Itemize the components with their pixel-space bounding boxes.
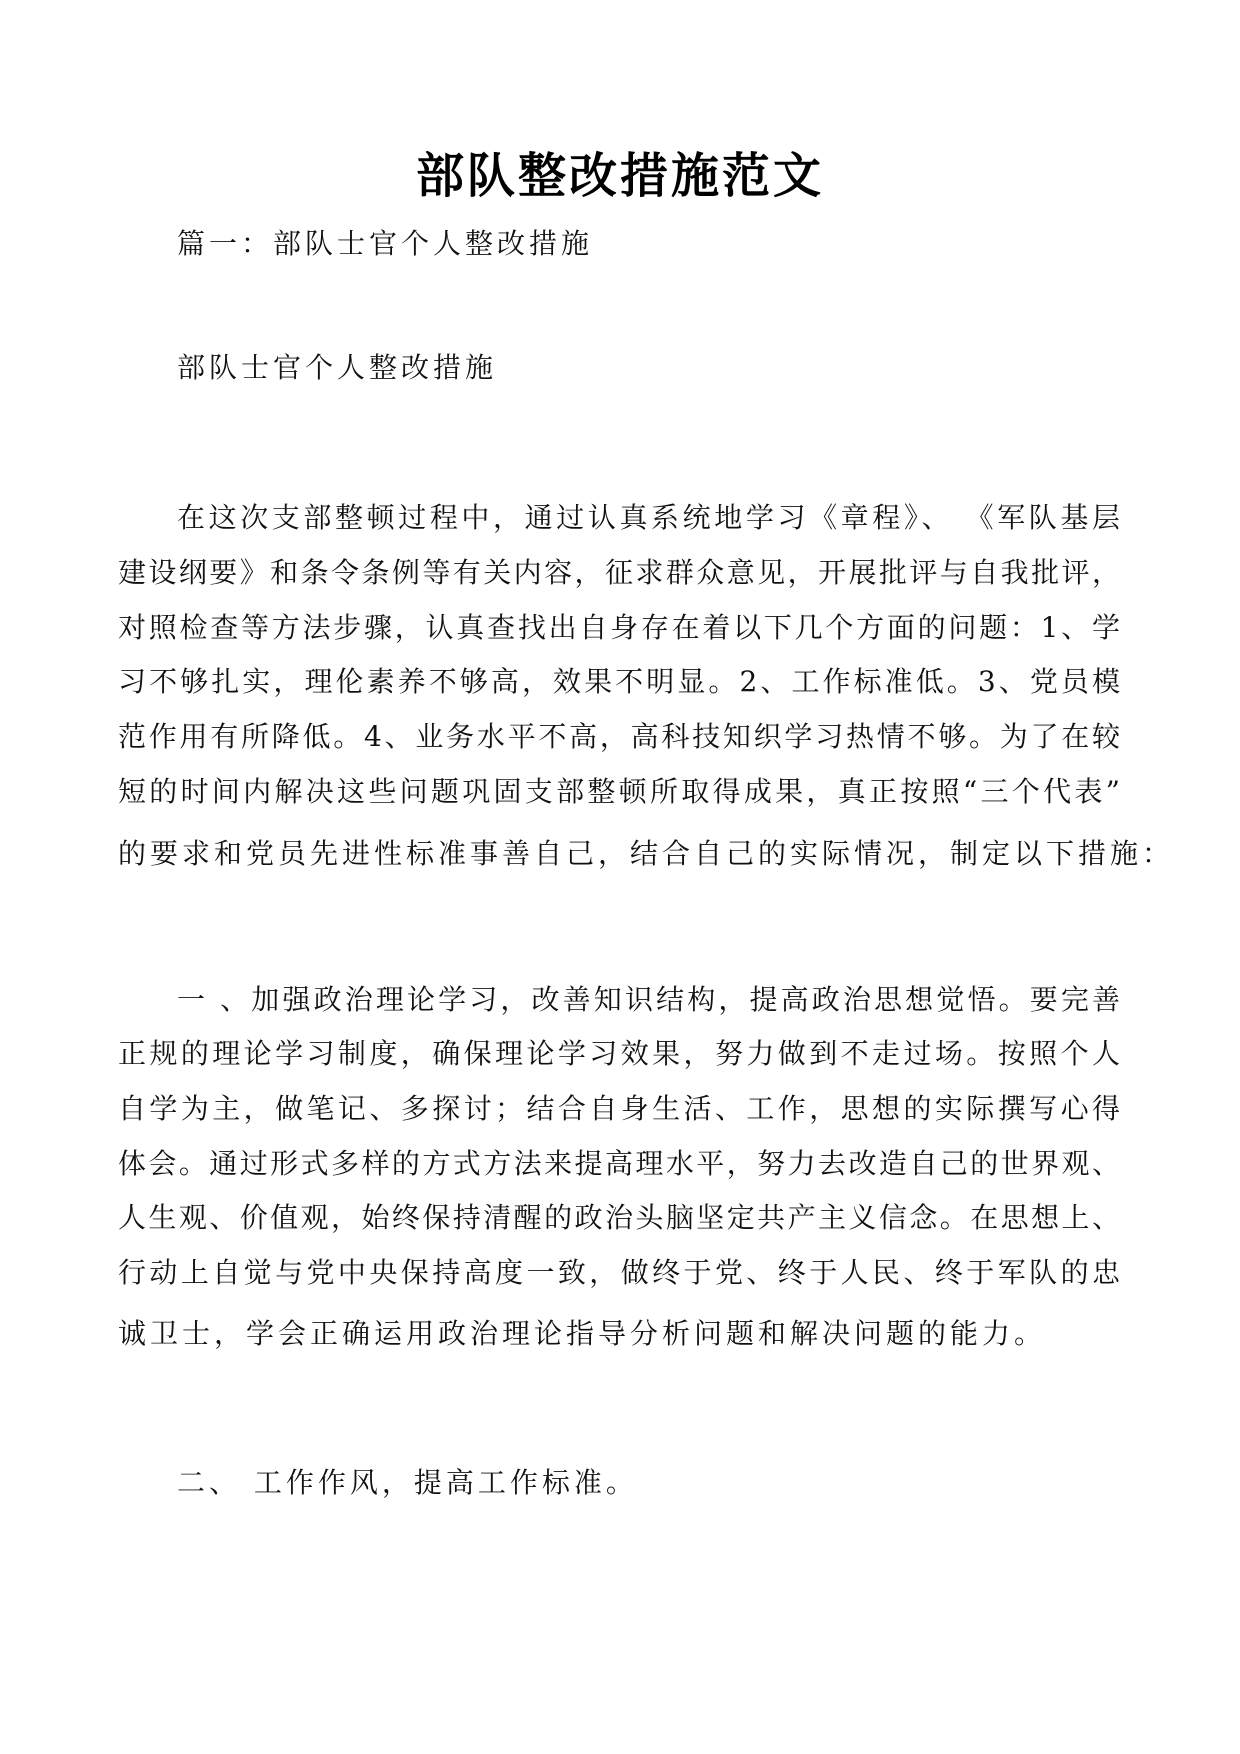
- paragraph-line: 在这次支部整顿过程中，通过认真系统地学习《章程》、 《军队基层: [177, 501, 1120, 534]
- paragraph-line: 范作用有所降低。4、业务水平不高，高科技知织学习热情不够。为了在较: [118, 720, 1120, 753]
- paragraph-line: 习不够扎实，理伦素养不够高，效果不明显。2、工作标准低。3、党员模: [118, 665, 1120, 698]
- paragraph-line: 一 、加强政治理论学习，改善知识结构，提高政治思想觉悟。要完善: [177, 983, 1120, 1016]
- section-heading: 篇一：部队士官个人整改措施: [177, 227, 594, 260]
- point-two-heading: 二、 工作作风，提高工作标准。: [177, 1466, 638, 1499]
- subheading: 部队士官个人整改措施: [177, 351, 498, 384]
- paragraph-line: 短的时间内解决这些问题巩固支部整顿所取得成果，真正按照“三个代表”: [118, 775, 1120, 808]
- paragraph-line: 正规的理论学习制度，确保理论学习效果，努力做到不走过场。按照个人: [118, 1037, 1120, 1070]
- paragraph-line: 自学为主，做笔记、多探讨；结合自身生活、工作，思想的实际撰写心得: [118, 1092, 1120, 1125]
- paragraph-line: 体会。通过形式多样的方式方法来提高理水平，努力去改造自己的世界观、: [118, 1147, 1120, 1180]
- paragraph-line: 人生观、价值观，始终保持清醒的政治头脑坚定共产主义信念。在思想上、: [118, 1201, 1120, 1234]
- document-title: 部队整改措施范文: [415, 148, 824, 204]
- paragraph-line: 诚卫士，学会正确运用政治理论指导分析问题和解决问题的能力。: [118, 1317, 1047, 1350]
- paragraph-line: 的要求和党员先进性标准事善自己，结合自己的实际情况，制定以下措施：: [118, 837, 1175, 870]
- paragraph-line: 对照检查等方法步骤，认真查找出自身存在着以下几个方面的问题：1、学: [118, 611, 1120, 644]
- paragraph-line: 建设纲要》和条令条例等有关内容，征求群众意见，开展批评与自我批评，: [118, 556, 1120, 589]
- paragraph-line: 行动上自觉与党中央保持高度一致，做终于党、终于人民、终于军队的忠: [118, 1256, 1120, 1289]
